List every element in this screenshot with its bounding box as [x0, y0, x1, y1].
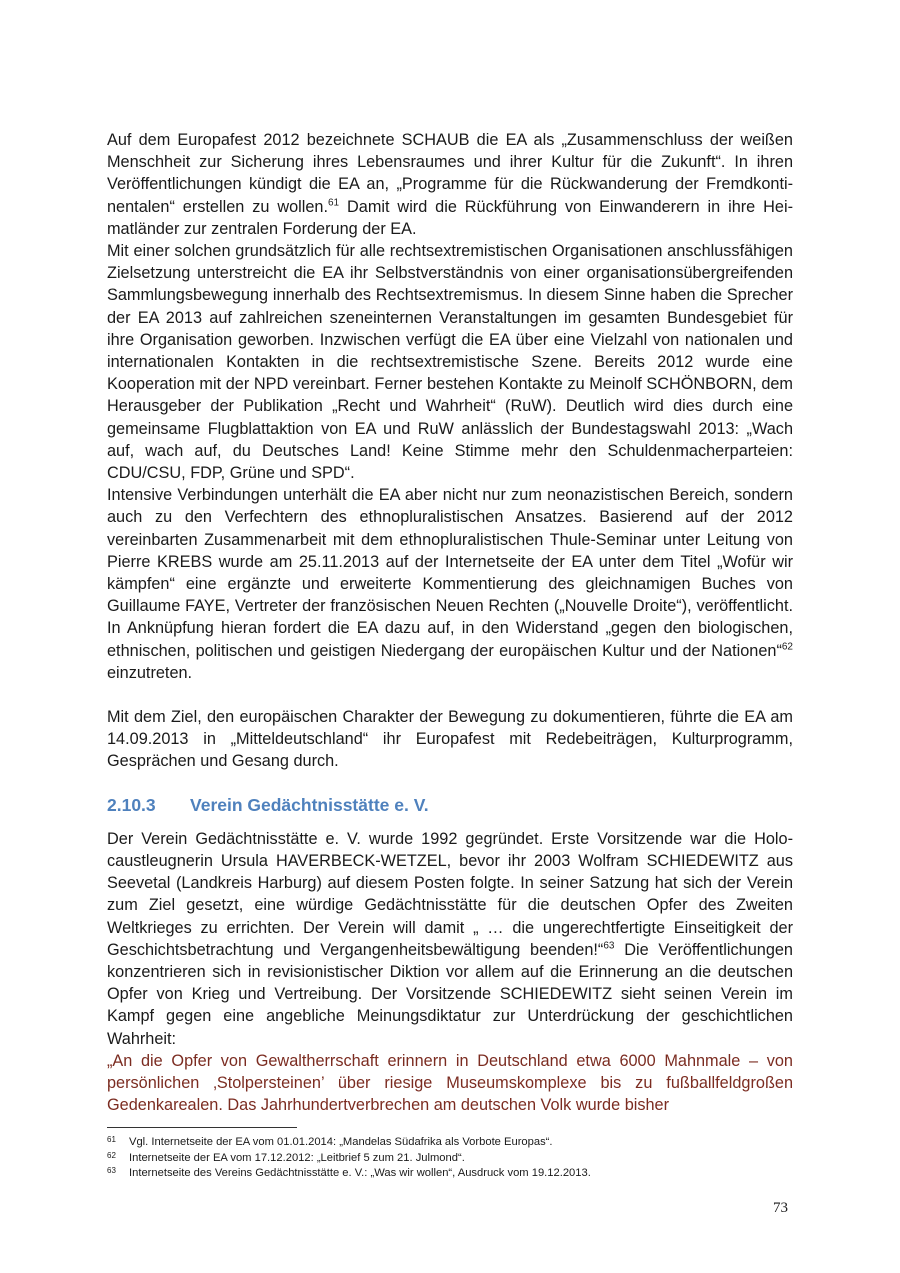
paragraph-1 [107, 129, 793, 240]
paragraph-spacer [107, 684, 793, 706]
block-quote: „An die Opfer von Gewaltherrschaft erinnern in Deutschland etwa 6000 Mahnmale – von persönlichen ‚Stolpersteinen’ über riesige Museumskomplexe bis zu fußballfeldgroßen Gedenkarealen. Das Jahrhundertverbrechen am deutschen Volk wurde bisher [107, 1051, 793, 1115]
footnotes [107, 1135, 793, 1182]
main-text [107, 129, 793, 1116]
paragraph-3-tail: einzutreten. [107, 663, 193, 682]
paragraph-3-text: Intensive Verbindungen unterhält die EA aber nicht nur zum neonazistischen Bereich, sondern auch zu den Verfechtern des ethnopluralistischen Ansatzes. Basierend auf der 2012 vereinbarten Zusammenarbeit mit dem ethnopluralistischen Thule-Seminar unter Leitung von Pierre KREBS wurde am 25.11.2013 auf der Internetseite der EA unter dem Titel „Wofür wir kämpfen“ eine ergänzte und erweiterte Kommentierung des gleichnamigen Buches von Guillaume FAYE, Vertreter der französischen Neuen Rechten („Nouvelle Droite“), veröffentlicht. In Anknüpfung hieran fordert die EA dazu auf, in den Widerstand „gegen den biologischen, ethnischen, politischen und geistigen Niedergang der europäischen Kultur und der Nationen“ [107, 486, 793, 660]
footnote-text: Vgl. Internetseite der EA vom 01.01.2014: „Mandelas Südafrika als Vorbote Europas“. [129, 1136, 553, 1148]
section-paragraph-1 [107, 828, 793, 1050]
paragraph-2: Mit einer solchen grundsätzlich für alle rechtsextremistischen Organisationen anschlussfähigen Zielsetzung unterstreicht die EA ihr Selbstverständnis von einer organisationsübergreifenden Sammlungsbewegung innerhalb des Rechtsextremismus. In diesem Sinne haben die Sprecher der EA 2013 auf zahlreichen szeneinternen Veranstaltungen im gesamten Bundesgebiet für ihre Organisation geworben. Inzwischen verfügt die EA über eine Vielzahl von nationalen und internationalen Kontakten in die rechtsextremistische Szene. Bereits 2012 wurde eine Kooperation mit der NPD vereinbart. Ferner bestehen Kontakte zu Meinolf SCHÖNBORN, dem Herausgeber der Publikation „Recht und Wahrheit“ (RuW). Deutlich wird dies durch eine gemeinsame Flugblattaktion von EA und RuW anlässlich der Bundestagswahl 2013: „Wach auf, wach auf, du Deutsches Land! Keine Stimme mehr den Schuldenmacherparteien: CDU/CSU, FDP, Grüne und SPD“. [107, 242, 793, 483]
footnote [107, 1166, 793, 1182]
footnote-text: Internetseite der EA vom 17.12.2012: „Leitbrief 5 zum 21. Julmond“. [129, 1151, 465, 1164]
footnote-divider [107, 1127, 297, 1128]
footnote [107, 1151, 793, 1167]
paragraph-4: Mit dem Ziel, den europäischen Charakter der Bewegung zu dokumentieren, führte die EA am 14.09.2013 in „Mitteldeutschland“ ihr Europafest mit Redebeiträgen, Kulturprogramm, Gesprächen und Gesang durch. [107, 708, 793, 771]
paragraph-1-tail: Damit wird die Rückführung von Einwanderern in ihre Heimatländer zur zentralen Forderung der EA. [107, 197, 793, 238]
section-title: Verein Gedächtnisstätte e. V. [190, 794, 429, 815]
section-paragraph-1-tail: Die Veröffentlichungen konzentrieren sich in revisionistischer Diktion vor allem auf die Erinnerung an die deutschen Opfer von Krieg und Vertreibung. Der Vorsitzende SCHIEDEWITZ sieht seinen Verein im Kampf gegen eine angebliche Meinungsdiktatur zur Unterdrückung der geschichtlichen Wahrheit: [107, 940, 793, 1048]
footnote-ref-61[interactable]: 61 [328, 197, 340, 209]
page-number: 73 [773, 1200, 788, 1216]
section-heading [107, 793, 793, 817]
footnote [107, 1135, 793, 1151]
section-number: 2.10.3 [107, 794, 156, 815]
footnote-number: 62 [107, 1150, 116, 1160]
section-paragraph-1-text: Der Verein Gedächtnisstätte e. V. wurde 1992 gegründet. Erste Vorsitzende war die Holocaustleugnerin Ursula HAVERBECK-WETZEL, bevor ihr 2003 Wolfram SCHIEDEWITZ aus Seevetal (Landkreis Harburg) auf diesem Posten folgte. In seiner Satzung hat sich der Verein zum Ziel gesetzt, eine würdige Gedächtnisstätte für die deutschen Opfer des Zweiten Weltkrieges zu errichten. Der Verein will damit „ … die ungerechtfertigte Einseitigkeit der Geschichtsbetrachtung und Vergangenheitsbewältigung beenden!“ [107, 829, 793, 959]
footnote-ref-62[interactable]: 62 [781, 641, 793, 653]
footnote-number: 61 [107, 1135, 116, 1144]
footnote-text: Internetseite des Vereins Gedächtnisstätte e. V.: „Was wir wollen“, Ausdruck vom 19.12.2013. [129, 1167, 591, 1179]
paragraph-1-text: Auf dem Europafest 2012 bezeichnete SCHAUB die EA als „Zusammenschluss der weißen Menschheit zur Sicherung ihres Lebensraumes und ihrer Kultur für die Zukunft“. In ihren Veröffentlichungen kündigt die EA an, „Programme für die Rückwanderung der Fremdkontinentalen“ erstellen zu wollen. [107, 131, 793, 216]
footnote-number: 63 [107, 1166, 116, 1175]
footnote-ref-63[interactable]: 63 [603, 940, 615, 952]
paragraph-3 [107, 484, 793, 684]
